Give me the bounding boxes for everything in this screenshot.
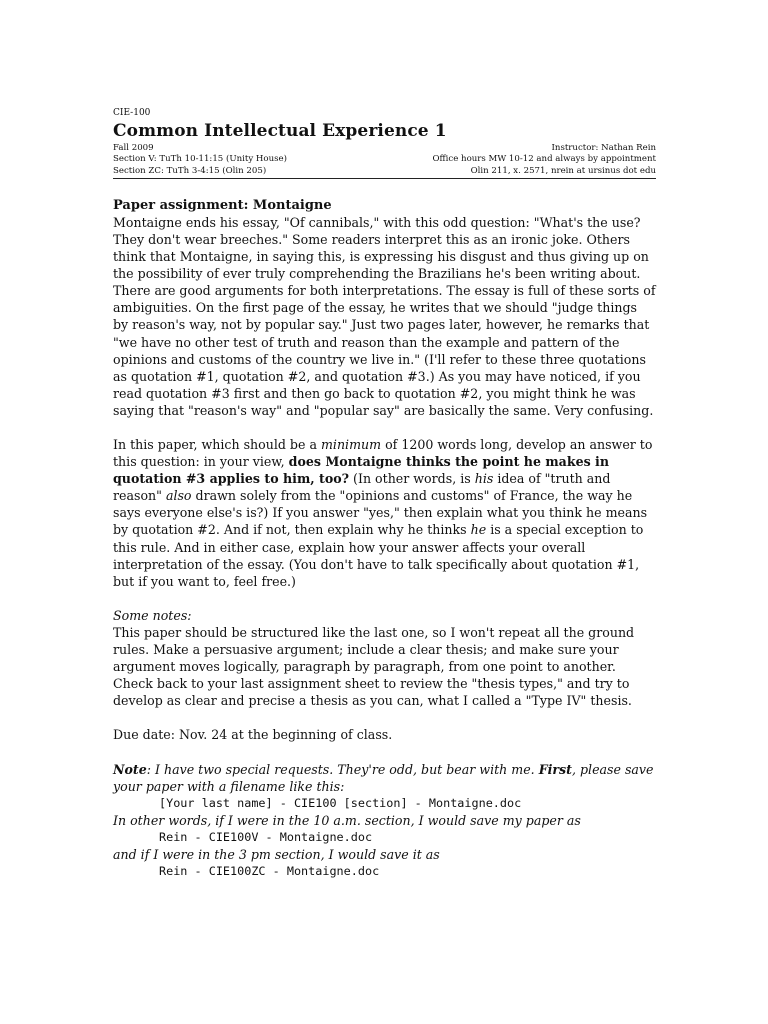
course-title: Common Intellectual Experience 1 [113, 121, 447, 141]
assignment-title: Paper assignment: Montaigne [113, 197, 332, 213]
filename-example-v: Rein - CIE100V - Montaigne.doc [159, 829, 373, 844]
first-label: First [538, 761, 572, 777]
office-hours: Office hours MW 10-12 and always by appointment [432, 154, 656, 165]
intro-paragraph: Montaigne ends his essay, "Of cannibals," with this odd question: "What's the use? They don't wear breeches." Some readers interpret this as an ironic joke. Others think that Montaigne, in saying this, is expressing his disgust and thus giving up on the possibility of ever truly comprehending the Brazilians he's been writing about. There are good arguments for both interpretations. The essay is full of these sorts of ambiguities. On the first page of the essay, he writes that we should "judge things by reason's way, not by popular say." Just two pages later, however, he remarks that "we have no other test of truth and reason than the example and pattern of the opinions and customs of the country we live in." (I'll refer to these three quotations as quotation #1, quotation #2, and quotation #3.) As you may have noticed, if you read quotation #3 first and then go back to quotation #2, you might think he was saying that "reason's way" and "popular say" are basically the same. Very confusing. [113, 214, 656, 418]
central-question: does Montaigne thinks the point he makes in quotation #3 applies to him, too? [113, 454, 609, 487]
due-date: Due date: Nov. 24 at the beginning of class. [113, 727, 393, 743]
course-code: CIE-100 [113, 108, 151, 118]
instructor: Instructor: Nathan Rein [551, 143, 656, 153]
term: Fall 2009 [113, 143, 154, 153]
question-paragraph: In this paper, which should be a minimum of 1200 words long, develop an answer to this question: in your view, does Montaigne thinks the point he makes in quotation #3 applies to him, too? (In other words, is his idea of "truth and reason" also drawn solely from the "opinions and customs" of France, the way he says everyone else's is?) If you answer "yes," then explain what you think he means by quotation #2. And if not, then explain why he thinks he is a special exception to this rule. And in either case, explain how your answer affects your overall interpretation of the essay. (You don't have to talk specifically about quotation #1, but if you want to, feel free.) [113, 437, 653, 589]
special-requests: Note: I have two special requests. They're odd, but bear with me. First, please save your paper with a filename like this: [Your last name] - CIE100 [section] - Montaigne.doc In other words, if I were in the 10 a.m. section, I would save my paper as Rein - CIE100V - Montaigne.doc and if I were in the 3 pm section, I would save it as Rein - CIE100ZC - Montaigne.doc [113, 761, 656, 881]
notes-heading: Some notes: [113, 607, 192, 623]
section-zc: Section ZC: TuTh 3-4:15 (Olin 205) [113, 165, 267, 176]
office-contact: Olin 211, x. 2571, nrein at ursinus dot edu [470, 165, 656, 176]
filename-example-zc: Rein - CIE100ZC - Montaigne.doc [159, 864, 380, 879]
note-label: Note [113, 761, 147, 777]
section-v: Section V: TuTh 10-11:15 (Unity House) [113, 154, 287, 165]
document-page [113, 108, 656, 880]
course-info-header [113, 143, 656, 179]
filename-template: [Your last name] - CIE100 [section] - Montaigne.doc [159, 795, 522, 810]
emphasis-minimum: minimum [320, 437, 382, 453]
assignment-body [113, 214, 656, 880]
notes-paragraph: This paper should be structured like the last one, so I won't repeat all the ground rules. Make a persuasive argument; include a clear thesis; and make sure your argument moves logically, paragraph by paragraph, from one point to another. Check back to your last assignment sheet to review the "thesis types," and try to develop as clear and precise a thesis as you can, what I called a "Type IV" thesis. [113, 624, 635, 709]
